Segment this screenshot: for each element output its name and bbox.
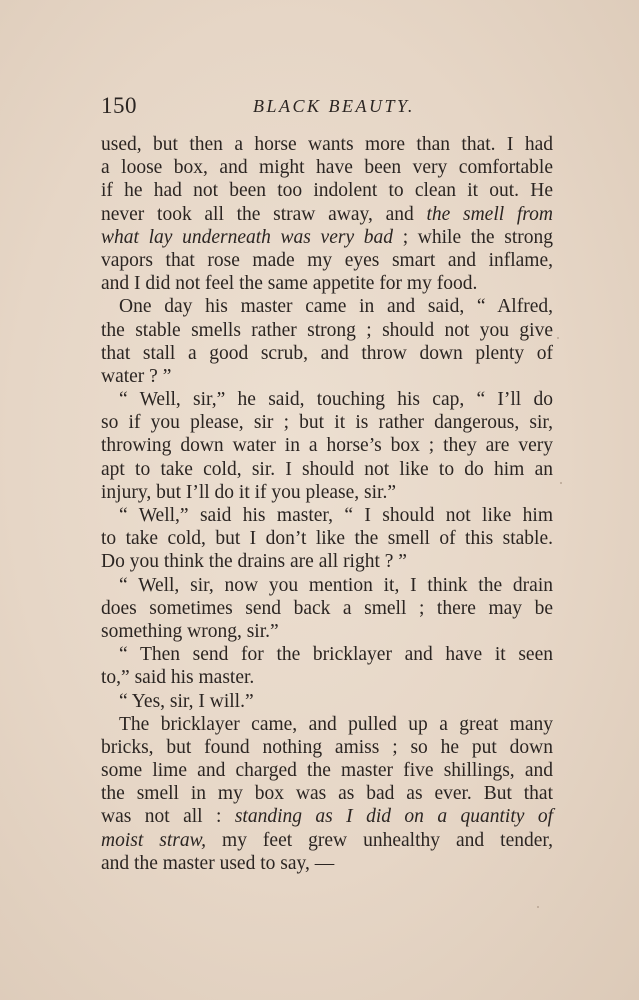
text-line: a loose box, and might have been very comfortable: [101, 157, 553, 179]
italic-emphasis: what lay underneath was very bad: [101, 226, 394, 248]
text-line-segment: was not all :: [101, 806, 235, 828]
text-line: [101, 805, 553, 828]
text-line: if he had not been too indolent to clean it out. He: [101, 180, 553, 202]
text-line: [101, 203, 553, 226]
text-line: used, but then a horse wants more than that. I had: [101, 134, 553, 155]
text-line: [101, 226, 553, 249]
text-line: does sometimes send back a smell ; there may be: [101, 597, 553, 619]
body-text: [101, 133, 553, 875]
text-line-segment: my feet grew unhealthy and tender,: [206, 829, 553, 851]
text-line: and the master used to say, —: [101, 852, 335, 874]
page-number: 150: [101, 93, 137, 118]
text-line: The bricklayer came, and pulled up a great many: [119, 713, 553, 735]
paper-speck: [537, 906, 539, 908]
text-line: One day his master came in and said, “ Alfred,: [119, 296, 553, 318]
italic-emphasis: the smell from: [426, 203, 553, 225]
text-line: bricks, but found nothing amiss ; so he put down: [101, 736, 553, 758]
text-line: injury, but I’ll do it if you please, sir.”: [101, 481, 396, 503]
text-line: something wrong, sir.”: [101, 620, 279, 642]
text-line-segment: never took all the straw away, and: [101, 203, 427, 225]
text-line: “ Then send for the bricklayer and have it seen: [119, 644, 553, 666]
text-line: Do you think the drains are all right ? ”: [101, 551, 407, 573]
text-line: throwing down water in a horse’s box ; they are very: [101, 435, 553, 457]
text-line: that stall a good scrub, and throw down plenty of: [101, 342, 553, 364]
text-line-segment: ; while the strong: [393, 226, 553, 248]
page-header: [101, 93, 553, 123]
text-line: apt to take cold, sir. I should not like to do him an: [101, 458, 553, 480]
text-line: to,” said his master.: [101, 667, 255, 689]
text-line: so if you please, sir ; but it is rather dangerous, sir,: [101, 412, 553, 434]
text-line: “ Yes, sir, I will.”: [119, 690, 254, 712]
text-line: to take cold, but I don’t like the smell of this stable.: [101, 528, 553, 550]
text-line: “ Well, sir, now you mention it, I think the drain: [119, 574, 553, 596]
text-line: vapors that rose made my eyes smart and inflame,: [101, 249, 553, 271]
text-line: some lime and charged the master five shillings, and: [101, 760, 553, 782]
text-line: “ Well, sir,” he said, touching his cap, “ I’ll do: [119, 389, 553, 411]
text-line: the smell in my box was as bad as ever. But that: [101, 783, 553, 805]
text-line: the stable smells rather strong ; should not you give: [101, 319, 553, 341]
paper-speck: [560, 482, 562, 484]
italic-emphasis: standing as I did on a quantity of: [234, 806, 554, 828]
running-title: BLACK BEAUTY.: [253, 96, 415, 116]
text-line: [101, 829, 553, 852]
italic-emphasis: moist straw,: [101, 829, 207, 851]
paper-speck: [557, 337, 559, 339]
text-line: water ? ”: [101, 365, 172, 387]
text-line: and I did not feel the same appetite for my food.: [101, 273, 478, 295]
text-line: “ Well,” said his master, “ I should not like him: [119, 505, 553, 526]
